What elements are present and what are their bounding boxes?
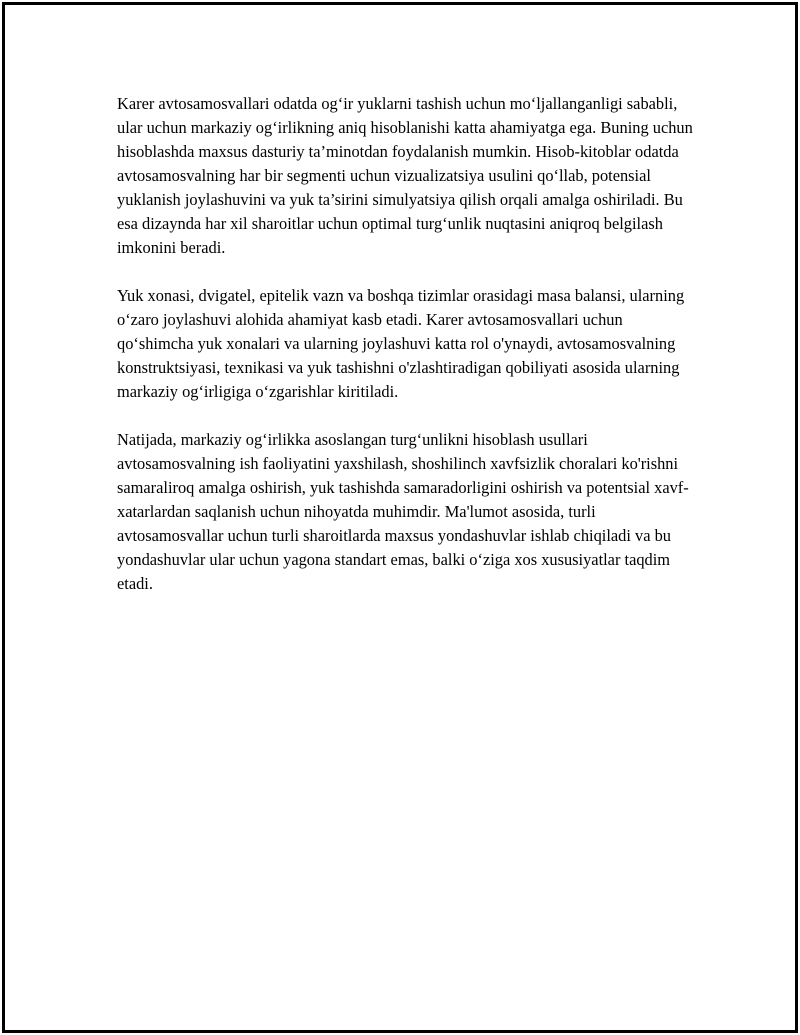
paragraph-1: Karer avtosamosvallari odatda og‘ir yuklarni tashish uchun mo‘ljallanganligi sababli, ular uchun markaziy og‘irlikning aniq hisoblanishi katta ahamiyatga ega. Buning uchun hisoblashda maxsus dasturiy ta’minotdan foydalanish mumkin. Hisob-kitoblar odatda avtosamosvalning har bir segmenti uchun vizualizatsiya usulini qo‘llab, potensial yuklanish joylashuvini va yuk ta’sirini simulyatsiya qilish orqali amalga oshiriladi. Bu esa dizaynda har xil sharoitlar uchun optimal turg‘unlik nuqtasini aniqroq belgilash imkonini beradi.	[117, 94, 693, 257]
paragraph-2: Yuk xonasi, dvigatel, epitelik vazn va boshqa tizimlar orasidagi masa balansi, ularning o‘zaro joylashuvi alohida ahamiyat kasb etadi. Karer avtosamosvallari uchun qo‘shimcha yuk xonalari va ularning joylashuvi katta rol o'ynaydi, avtosamosvalning konstruktsiyasi, texnikasi va yuk tashishni o'zlashtiradigan qobiliyati asosida ularning markaziy og‘irligiga o‘zgarishlar kiritiladi.	[117, 286, 685, 401]
document-body	[117, 92, 702, 620]
paragraph-3: Natijada, markaziy og‘irlikka asoslangan turg‘unlikni hisoblash usullari avtosamosvalning ish faoliyatini yaxshilash, shoshilinch xavfsizlik choralari ko'rishni samaraliroq amalga oshirish, yuk tashishda samaradorligini oshirish va potentsial xavf-xatarlardan saqlanish uchun nihoyatda muhimdir. Ma'lumot asosida, turli avtosamosvallar uchun turli sharoitlarda maxsus yondashuvlar ishlab chiqiladi va bu yondashuvlar ular uchun yagona standart emas, balki o‘ziga xos xususiyatlar taqdim etadi.	[117, 430, 689, 593]
